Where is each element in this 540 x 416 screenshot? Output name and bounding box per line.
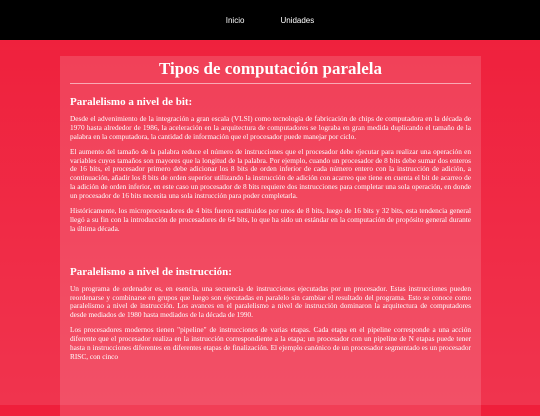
nav-link-unidades[interactable]: Unidades xyxy=(280,15,315,25)
top-navigation-bar xyxy=(0,0,540,40)
section-bit-paragraph-3: Históricamente, los microprocesadores de 4 bits fueron sustituidos por unos de 8 bits, luego de 16 bits y 32 bits, esta tendencia general llegó a su fin con la introducción de procesadores de 64 bits, lo que ha sido un estándar en la computación de propósito general durante la última década. xyxy=(70,206,471,233)
section-bit-paragraph-2: El aumento del tamaño de la palabra reduce el número de instrucciones que el procesador debe ejecutar para realizar una operación en variables cuyos tamaños son mayores que la longitud de la palabra. Por ejemplo, cuando un procesador de 8 bits debe sumar dos enteros de 16 bits, el procesador primero debe adicionar los 8 bits de orden inferior de cada número entero con la instrucción de adición, a continuación, añadir los 8 bits de orden superior utilizando la instrucción de adición con acarreo que tiene en cuenta el bit de acarreo de la adición de orden inferior, en este caso un procesador de 8 bits requiere dos instrucciones para completar una sola operación, en donde un procesador de 16 bits necesita una sola instrucción para poder completarla. xyxy=(70,146,471,201)
section-instruction-paragraph-1: Un programa de ordenador es, en esencia, una secuencia de instrucciones ejecutadas por un procesador. Estas instrucciones pueden reordenarse y combinarse en grupos que luego son ejecutadas en paralelo sin cambiar el resultado del programa. Esto se conoce como paralelismo a nivel de instrucción. Los avances en el paralelismo a nivel de instrucción dominaron la arquitectura de computadores desde mediados de 1980 hasta mediados de la década de 1990. xyxy=(70,283,471,320)
section-bit-paragraph-1: Desde el advenimiento de la integración a gran escala (VLSI) como tecnología de fabricación de chips de computadora en la década de 1970 hasta alrededor de 1986, la aceleración en la arquitectura de computadores se lograba en gran medida duplicando el tamaño de la palabra en la computadora, la cantidad de información que el procesador puede manejar por ciclo. xyxy=(70,114,471,141)
section-instruction-paragraph-2: Los procesadores modernos tienen "pipeline" de instrucciones de varias etapas. Cada etapa en el pipeline corresponde a una acción diferente que el procesador realiza en la instrucción correspondiente a la etapa; un procesador con un pipeline de N etapas puede tener hasta n instrucciones diferentes en diferentes etapas de finalización. El ejemplo canónico de un procesador segmentado es un procesador RISC, con cinco xyxy=(70,325,471,361)
page-title: Tipos de computación paralela xyxy=(70,56,471,84)
section-heading-bit: Paralelismo a nivel de bit: xyxy=(70,96,193,108)
nav-link-inicio[interactable]: Inicio xyxy=(225,15,245,25)
main-content-panel xyxy=(60,56,481,416)
section-heading-instruction: Paralelismo a nivel de instrucción: xyxy=(70,265,232,278)
section-spacer xyxy=(70,240,471,254)
